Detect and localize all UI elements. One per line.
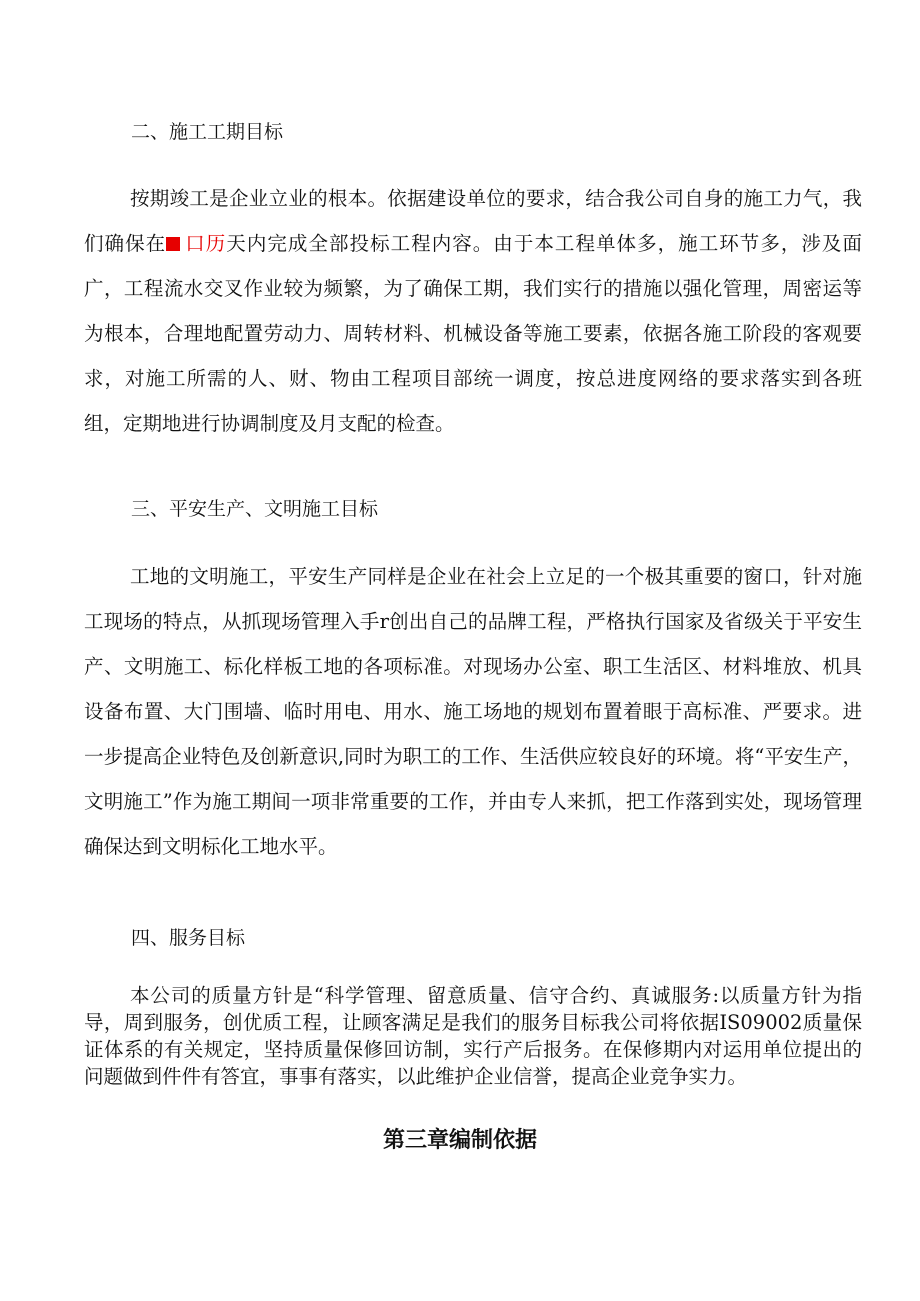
section-heading-safety: 三、平安生产、文明施工目标 <box>131 498 379 520</box>
section-heading-schedule: 二、施工工期目标 <box>131 121 284 143</box>
paragraph-schedule-end: 天内完成全部投标工程内容。由于本工程单体多，施工环节多，涉及面广，工程流水交叉作业较为频繁，为了确保工期，我们实行的措施以强化管理，周密运等为根本，合理地配置劳动力、周转材料、机械设备等施工要素，依据各施工阶段的客观要求，对施工所需的人、财、物由工程项目部统一调度，按总进度网络的要求落实到各班组，定期地进行协调制度及月支配的检查。 <box>84 232 862 435</box>
section-heading-service: 四、服务目标 <box>131 927 246 949</box>
paragraph-schedule-start: 按期竣工是企业立业的根本。依据建设单位的要求，结合我公司自身的施工力气，我们确保在 <box>84 187 862 255</box>
chapter-title: 第三章编制依据 <box>382 1128 537 1153</box>
red-marker-icon <box>166 237 180 251</box>
paragraph-schedule <box>84 176 862 446</box>
highlighted-text: 口历 <box>184 232 227 255</box>
paragraph-safety: 工地的文明施工，平安生产同样是企业在社会上立足的一个极其重要的窗口，针对施工现场的特点，从抓现场管理入手r创出自己的品牌工程，严格执行国家及省级关于平安生产、文明施工、标化样板工地的各项标准。对现场办公室、职工生活区、材料堆放、机具设备布置、大门围墙、临时用电、用水、施工场地的规划布置着眼于高标准、严要求。进一步提高企业特色及创新意识,同时为职工的工作、生活供应较良好的环境。将“平安生产，文明施工”作为施工期间一项非常重要的工作，并由专人来抓，把工作落到实处，现场管理确保达到文明标化工地水平。 <box>84 565 862 858</box>
paragraph-service: 本公司的质量方针是“科学管理、留意质量、信守合约、真诚服务:以质量方针为指导，周到服务，创优质工程，让顾客满足是我们的服务目标我公司将依据IS09002质量保证体系的有关规定，坚持质量保修回访制，实行产后报务。在保修期内对运用单位提出的问题做到件件有答宜，事事有落实，以此维护企业信誉，提高企业竞争实力。 <box>84 984 862 1088</box>
